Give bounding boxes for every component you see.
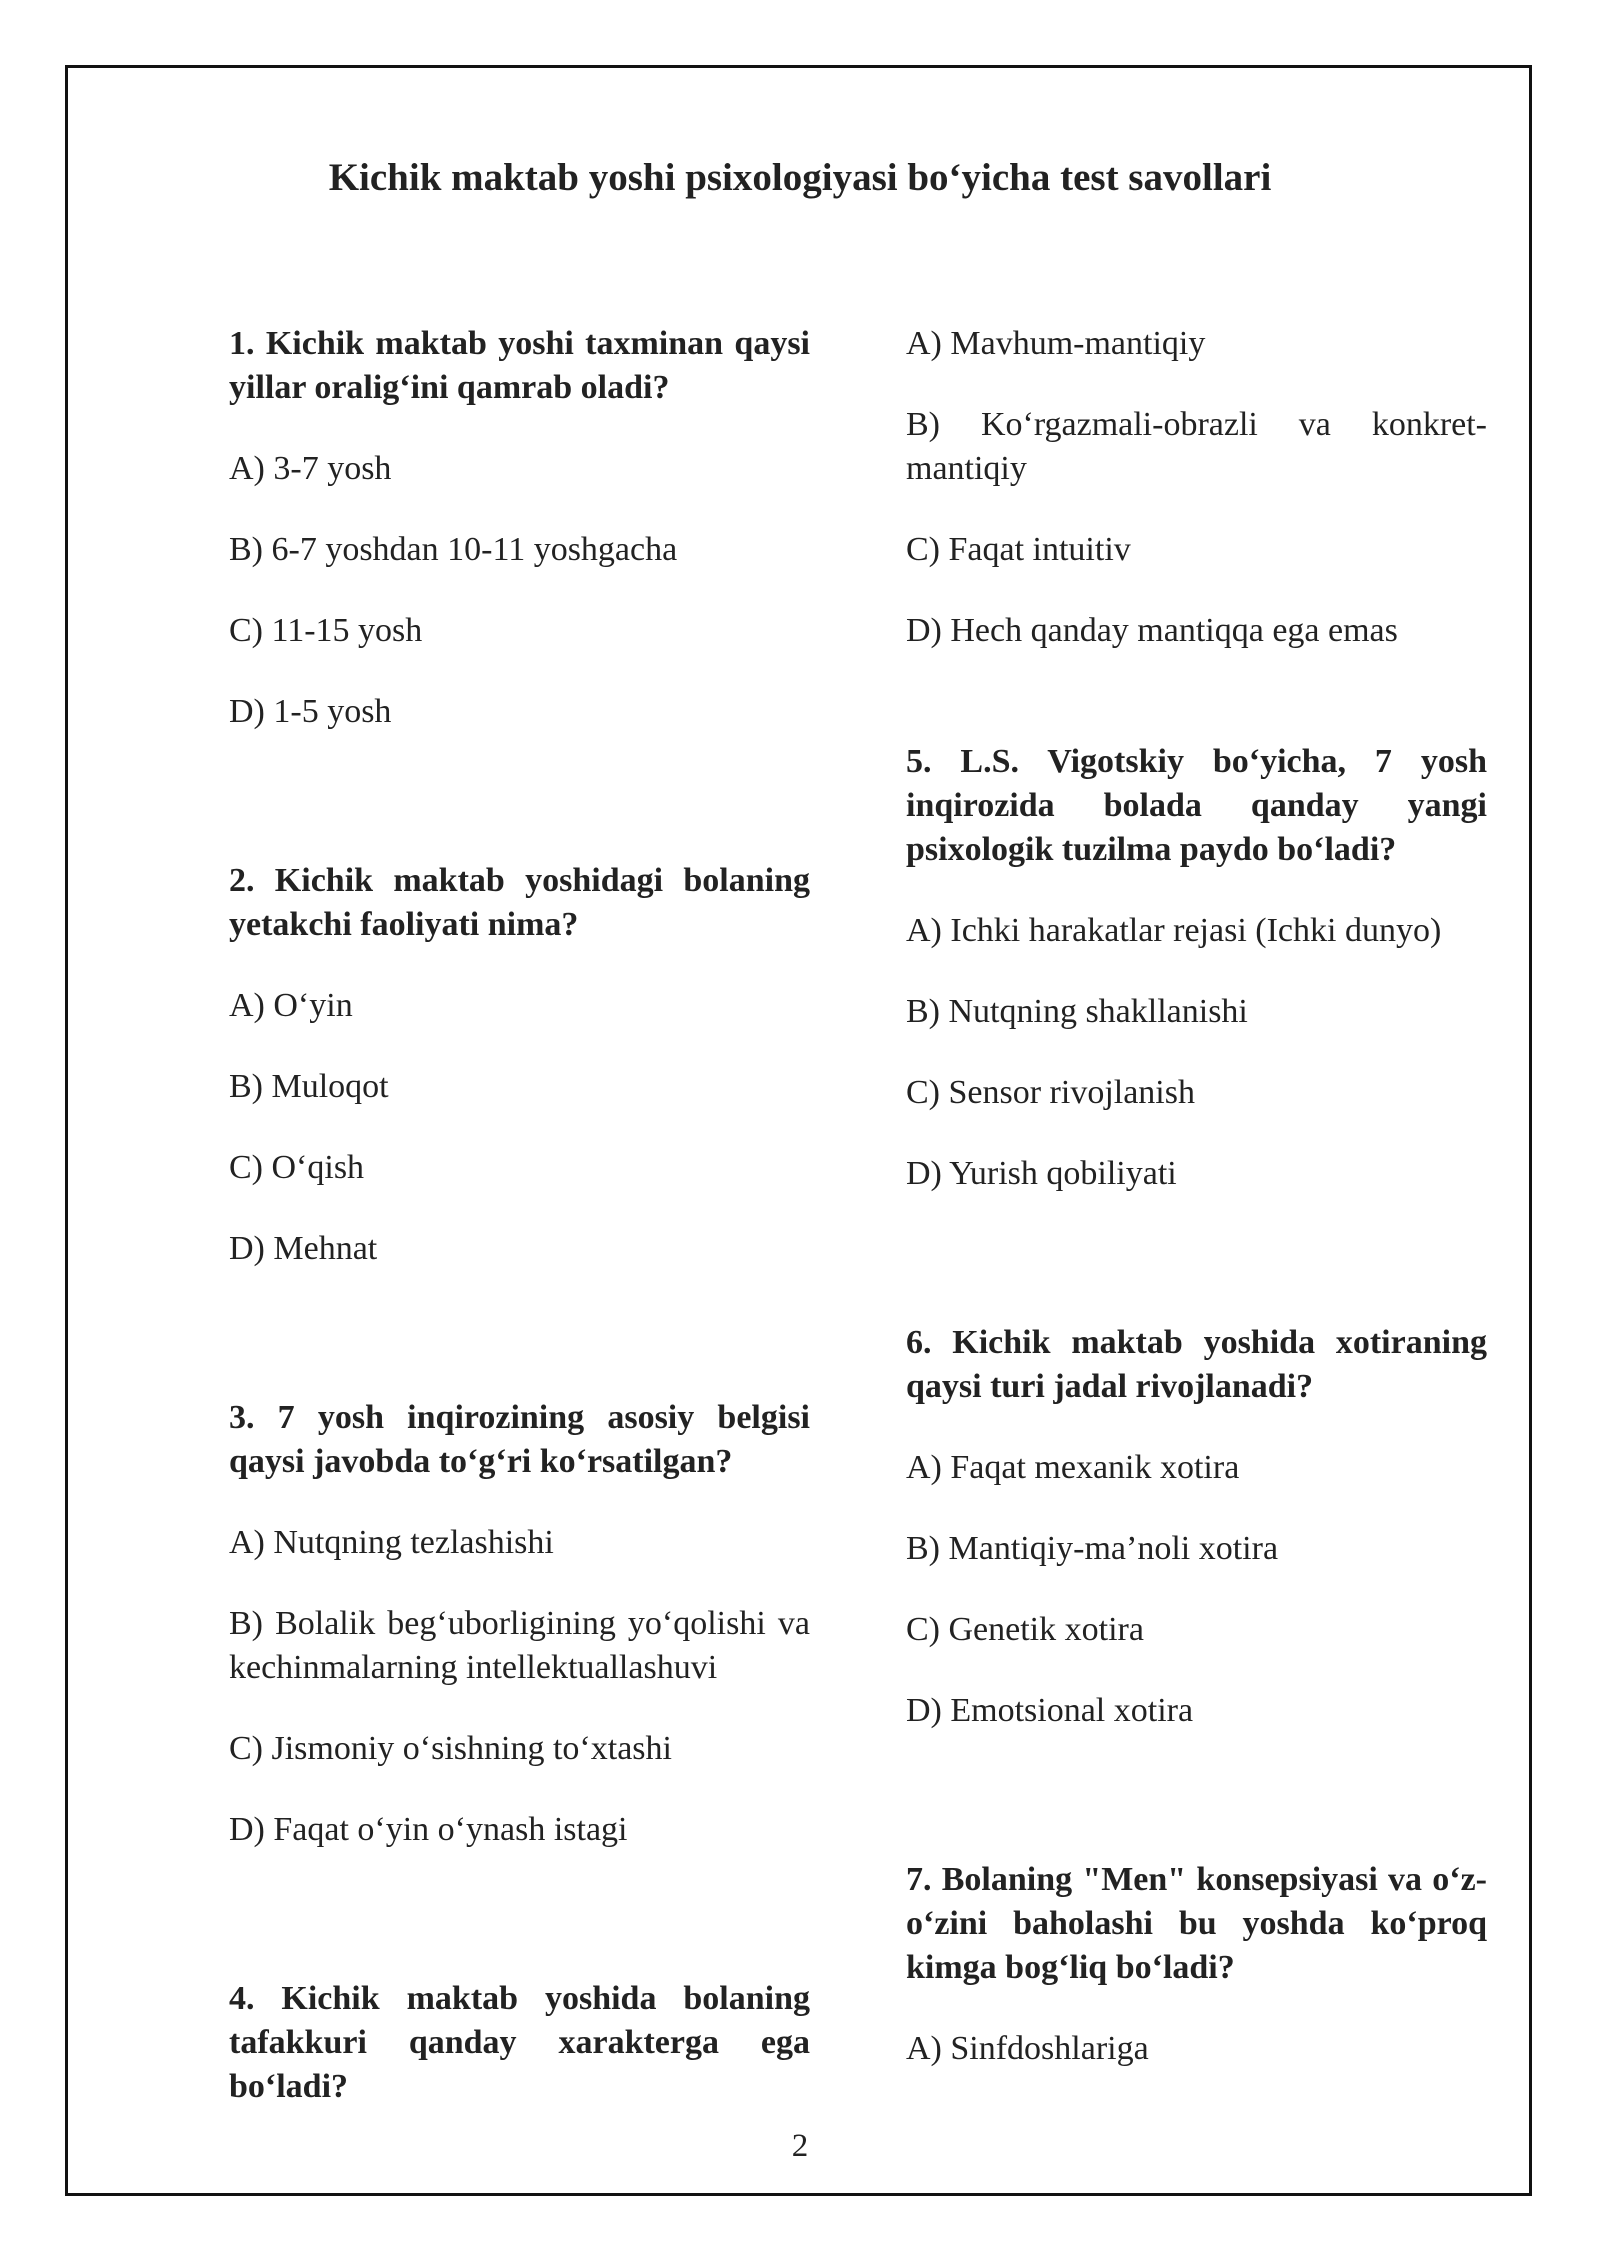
question-text: 1. Kichik maktab yoshi taxminan qaysi yillar oralig‘ini qamrab oladi? xyxy=(229,325,810,406)
answer-option: C) Genetik xotira xyxy=(906,1611,1144,1648)
question-spacer xyxy=(229,771,810,859)
right-column xyxy=(906,322,1487,2108)
question-block-7 xyxy=(906,1858,1487,2071)
answer-option: C) Faqat intuitiv xyxy=(906,531,1131,568)
answer-option: A) Faqat mexanik xotira xyxy=(906,1449,1240,1486)
answer-option: D) Yurish qobiliyati xyxy=(906,1155,1177,1192)
answer-option: A) Ichki harakatlar rejasi (Ichki dunyo) xyxy=(906,912,1442,949)
question-block-5 xyxy=(906,740,1487,1196)
question-block-4 xyxy=(229,1977,810,2109)
answer-option: D) Emotsional xotira xyxy=(906,1692,1194,1729)
answer-option: D) 1-5 yosh xyxy=(229,693,392,730)
question-block-3 xyxy=(229,1396,810,1852)
answer-option: B) 6-7 yoshdan 10-11 yoshgacha xyxy=(229,531,678,568)
question-spacer xyxy=(906,1233,1487,1321)
question-block-1 xyxy=(229,322,810,734)
question-4-continuation xyxy=(906,322,1487,653)
answer-option: B) Bolalik beg‘uborligining yo‘qolishi va kechinmalarning intellektuallashuvi xyxy=(229,1605,810,1686)
question-text: 5. L.S. Vigotskiy bo‘yicha, 7 yosh inqirozida bolada qanday yangi psixologik tuzilma paydo bo‘ladi? xyxy=(906,743,1487,868)
answer-option: D) Hech qanday mantiqqa ega emas xyxy=(906,612,1398,649)
question-text: 6. Kichik maktab yoshida xotiraning qaysi turi jadal rivojlanadi? xyxy=(906,1324,1487,1405)
question-text: 7. Bolaning "Men" konsepsiyasi va o‘z-o‘zini baholashi bu yoshda ko‘proq kimga bog‘liq bo‘ladi? xyxy=(906,1861,1487,1986)
answer-option: A) 3-7 yosh xyxy=(229,450,392,487)
answer-option: B) Ko‘rgazmali-obrazli va konkret-mantiqiy xyxy=(906,406,1487,487)
left-column xyxy=(229,322,810,2146)
answer-option: A) Mavhum-mantiqiy xyxy=(906,325,1206,362)
question-text: 2. Kichik maktab yoshidagi bolaning yetakchi faoliyati nima? xyxy=(229,862,810,943)
answer-option: A) Sinfdoshlariga xyxy=(906,2030,1149,2067)
answer-option: B) Mantiqiy-ma’noli xotira xyxy=(906,1530,1279,1567)
answer-option: C) 11-15 yosh xyxy=(229,612,423,649)
question-block-6 xyxy=(906,1321,1487,1733)
answer-option: C) O‘qish xyxy=(229,1149,365,1186)
question-block-2 xyxy=(229,859,810,1271)
question-spacer xyxy=(229,1308,810,1396)
answer-option: C) Sensor rivojlanish xyxy=(906,1074,1195,1111)
answer-option: A) O‘yin xyxy=(229,987,353,1024)
answer-option: D) Mehnat xyxy=(229,1230,378,1267)
answer-option: C) Jismoniy o‘sishning to‘xtashi xyxy=(229,1730,672,1767)
answer-option: A) Nutqning tezlashishi xyxy=(229,1524,554,1561)
answer-option: B) Nutqning shakllanishi xyxy=(906,993,1248,1030)
answer-option: B) Muloqot xyxy=(229,1068,389,1105)
question-text: 4. Kichik maktab yoshida bolaning tafakkuri qanday xarakterga ega bo‘ladi? xyxy=(229,1980,810,2105)
question-spacer xyxy=(229,1889,810,1977)
question-spacer xyxy=(906,1770,1487,1858)
page-title: Kichik maktab yoshi psixologiyasi bo‘yicha test savollari xyxy=(328,156,1272,199)
page-number: 2 xyxy=(791,2128,809,2164)
question-spacer xyxy=(906,690,1487,740)
question-text: 3. 7 yosh inqirozining asosiy belgisi qaysi javobda to‘g‘ri ko‘rsatilgan? xyxy=(229,1399,810,1480)
answer-option: D) Faqat o‘yin o‘ynash istagi xyxy=(229,1811,628,1848)
